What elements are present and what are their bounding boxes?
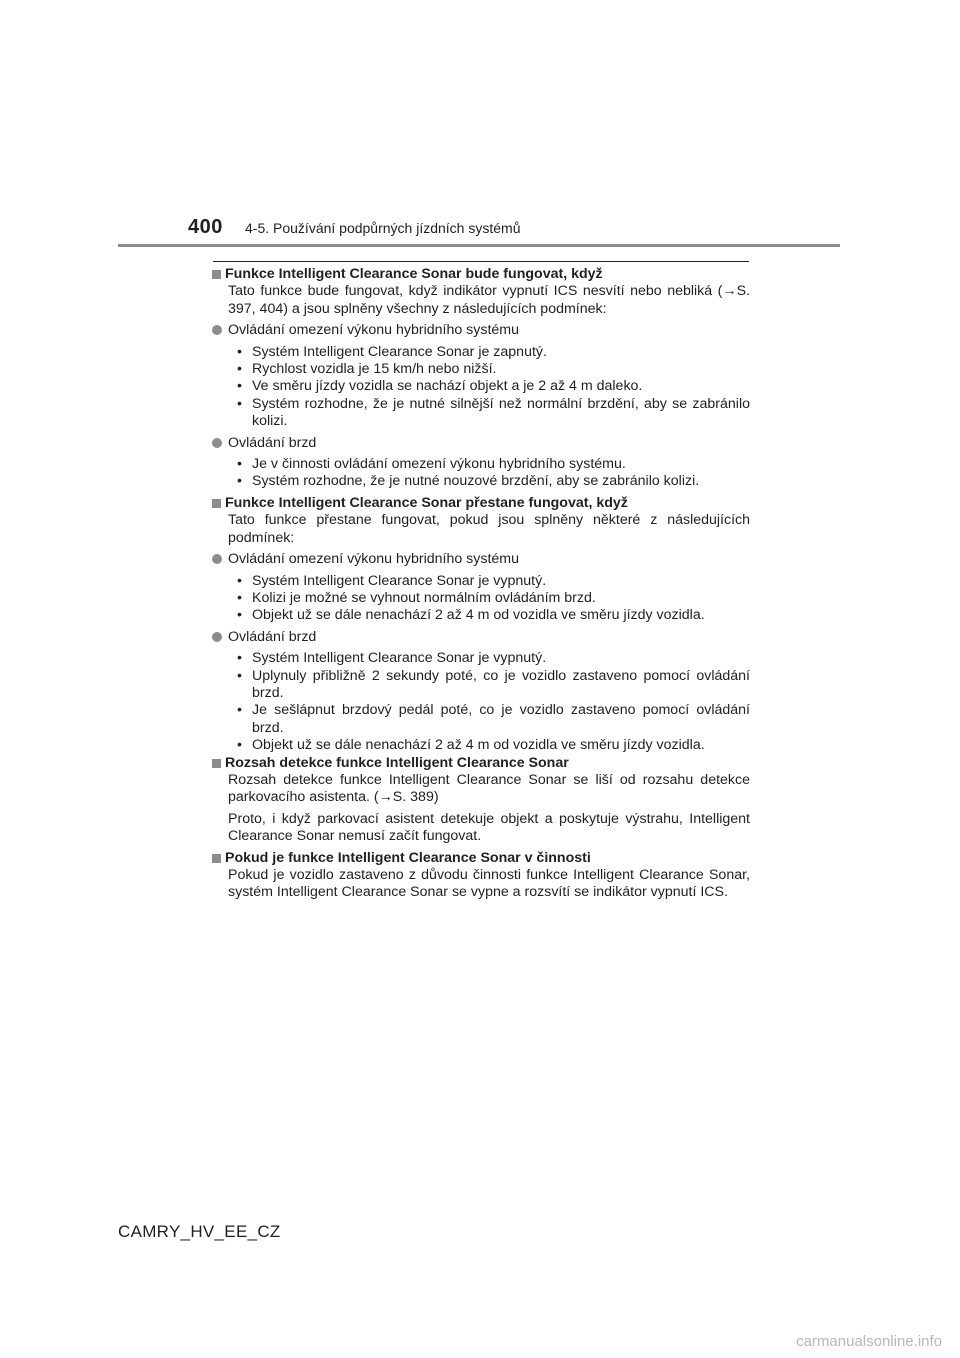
bullet-list [212,344,750,431]
dot-bullet-icon: • [237,361,242,378]
list-item: • Systém Intelligent Clearance Sonar je zapnutý. [237,343,547,360]
dot-bullet-icon: • [237,343,242,360]
dot-bullet-icon: • [237,589,242,606]
document-code: CAMRY_HV_EE_CZ [118,1222,281,1241]
dot-bullet-icon: • [237,456,242,473]
subsection-title: Ovládání brzd [212,435,750,452]
square-bullet-icon [212,499,221,508]
paragraph: Pokud je vozidlo zastaveno z důvodu činnosti funkce Intelligent Clearance Sonar, systém Intelligent Clearance Sonar se vypne a rozsvítí se indikátor vypnutí ICS. [228,867,750,901]
dot-bullet-icon: • [237,702,242,719]
section-divider [213,261,749,262]
paragraph: Rozsah detekce funkce Intelligent Clearance Sonar se liší od rozsahu detekce parkovacího asistenta. (→S. 389) [228,771,750,806]
list-item: • Systém rozhodne, že je nutné nouzové brzdění, aby se zabránilo kolizi. [237,473,700,490]
list-item: • Objekt už se dále nenachází 2 až 4 m od vozidla ve směru jízdy vozidla. [237,737,705,754]
section [212,495,750,755]
list-item: • Systém rozhodne, že je nutné silnější než normální brzdění, aby se zabránilo kolizi. [237,395,750,430]
dot-bullet-icon: • [237,473,242,490]
square-bullet-icon [212,759,221,768]
list-item: • Uplynuly přibližně 2 sekundy poté, co je vozidlo zastaveno pomocí ovládání brzd. [237,667,750,701]
section [212,850,750,902]
section-heading: Funkce Intelligent Clearance Sonar bude fungovat, když [212,266,750,283]
paragraph: Tato funkce přestane fungovat, pokud jsou splněny některé z následujících podmínek: [228,512,750,546]
list-item: • Je v činnosti ovládání omezení výkonu hybridního systému. [237,456,626,473]
list-item: • Je sešlápnut brzdový pedál poté, co je vozidlo zastaveno pomocí ovládání brzd. [237,702,750,736]
circle-bullet-icon [212,325,222,335]
list-item: • Rychlost vozidla je 15 km/h nebo nižší. [237,361,497,378]
square-bullet-icon [212,854,221,863]
list-item: • Ve směru jízdy vozidla se nachází objekt a je 2 až 4 m daleko. [237,378,643,395]
section [212,266,750,491]
circle-bullet-icon [212,632,222,642]
list-item: • Systém Intelligent Clearance Sonar je vypnutý. [237,572,547,589]
subsection-title: Ovládání brzd [212,629,750,646]
dot-bullet-icon: • [237,572,242,589]
page-content [212,266,750,902]
list-item: • Kolizi je možné se vyhnout normálním ovládáním brzd. [237,589,596,606]
section [212,755,750,846]
section-heading: Rozsah detekce funkce Intelligent Clearance Sonar [212,755,750,772]
chapter-title: 4-5. Používání podpůrných jízdních systémů [245,220,521,236]
paragraph: Tato funkce bude fungovat, když indikátor vypnutí ICS nesvítí nebo nebliká (→S. 397, 404) a jsou splněny všechny z následujících podmínek: [228,283,750,317]
section-heading: Pokud je funkce Intelligent Clearance Sonar v činnosti [212,850,750,867]
dot-bullet-icon: • [237,737,242,754]
list-item: • Objekt už se dále nenachází 2 až 4 m od vozidla ve směru jízdy vozidla. [237,607,705,624]
header-divider [118,244,840,247]
dot-bullet-icon: • [237,378,242,395]
dot-bullet-icon: • [237,607,242,624]
dot-bullet-icon: • [237,395,242,412]
page-number: 400 [188,216,223,238]
paragraph: Proto, i když parkovací asistent detekuje objekt a poskytuje výstrahu, Intelligent Clearance Sonar nemusí začít fungovat. [228,810,750,845]
square-bullet-icon [212,270,221,279]
dot-bullet-icon: • [237,650,242,667]
circle-bullet-icon [212,554,222,564]
subsection-title: Ovládání omezení výkonu hybridního systému [212,322,750,339]
list-item: • Systém Intelligent Clearance Sonar je vypnutý. [237,650,547,667]
bullet-list [212,650,750,754]
bullet-list [212,573,750,625]
watermark: carmanualsonline.info [796,1333,942,1350]
subsection-title: Ovládání omezení výkonu hybridního systému [212,551,750,568]
dot-bullet-icon: • [237,667,242,684]
section-heading: Funkce Intelligent Clearance Sonar přestane fungovat, když [212,495,750,512]
circle-bullet-icon [212,438,222,448]
bullet-list [212,456,750,491]
